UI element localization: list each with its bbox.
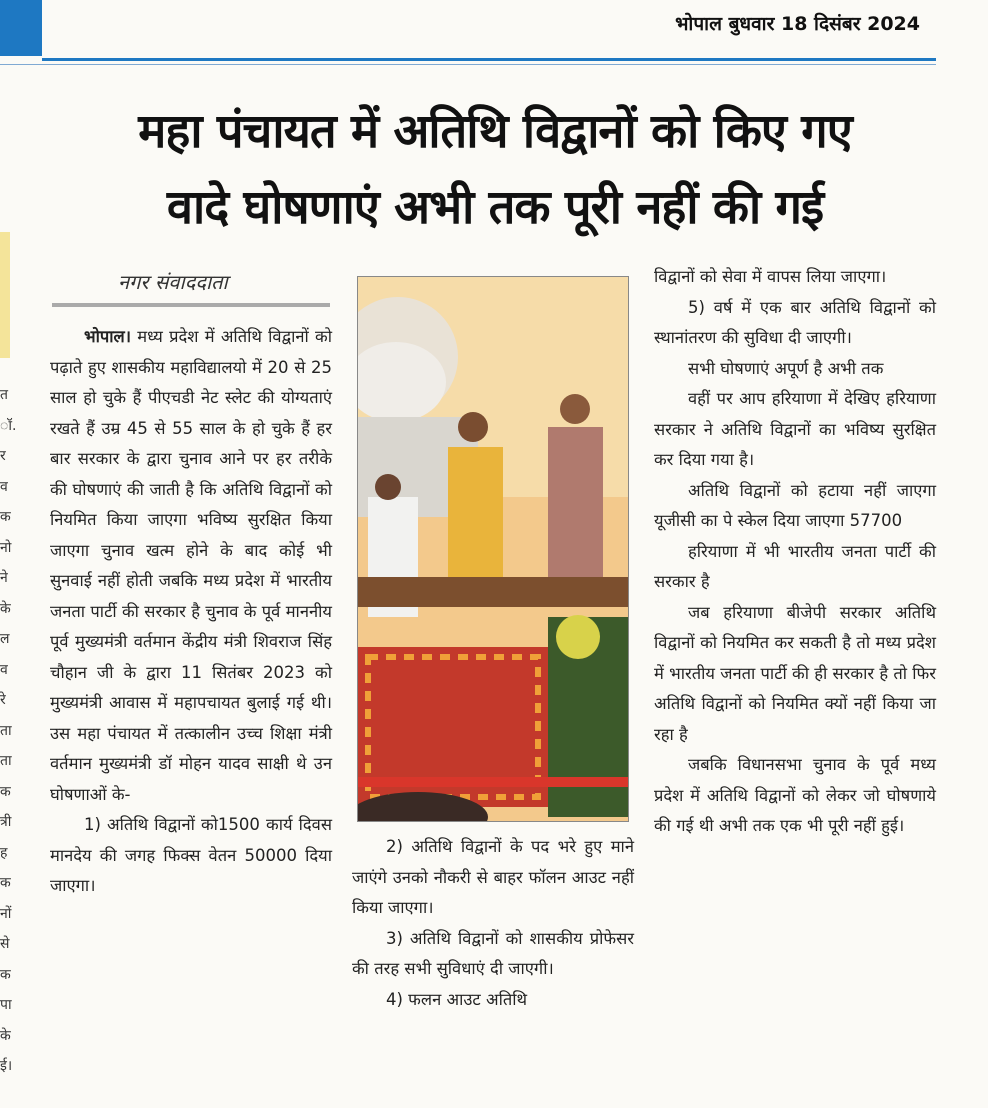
edge-fragment: नो	[0, 539, 12, 556]
edge-fragment: क	[0, 509, 11, 525]
column-3-continuation: विद्वानों को सेवा में वापस लिया जाएगा।	[654, 267, 887, 286]
edge-fragment: के	[0, 600, 11, 617]
edge-fragment: त्री	[0, 814, 12, 830]
point-5: 5) वर्ष में एक बार अतिथि विद्वानों को स्थानांतरण की सुविधा दी जाएगी।	[654, 297, 936, 347]
paragraph-final: जबकि विधानसभा चुनाव के पूर्व मध्य प्रदेश में अतिथि विद्वानों को लेकर जो घोषणाये की गई थी अभी तक एक भी पूरी नहीं हुई।	[654, 755, 936, 835]
edge-fragment: ॉ.	[0, 417, 17, 434]
paragraph-question: जब हरियाणा बीजेपी सरकार अतिथि विद्वानों को नियमित कर सकती है तो मध्य प्रदेश में भारतीय जनता पार्टी की ही सरकार है तो फिर अतिथि विद्वानों को नियमित क्यों नहीं किया जा रहा है	[654, 602, 937, 744]
event-photo	[357, 276, 629, 822]
headline-line-2: वादे घोषणाएं अभी तक पूरी नहीं की गई	[166, 180, 824, 235]
dateline: भोपाल बुधवार 18 दिसंबर 2024	[675, 13, 920, 35]
byline-rule	[52, 303, 330, 307]
intro-text: मध्य प्रदेश में अतिथि विद्वानों को पढ़ाते हुए शासकीय महाविद्यालयो में 20 से 25 साल हो चुके हैं पीएचडी नेट स्लेट की योग्यताएं रखते हैं उम्र 45 से 55 साल के हो चुके हैं हर बार सरकार के द्वारा चुनाव आने पर हर तरीके की घोषणाएं की जाती है कि अतिथि विद्वानों को नियमित किया जाएगा भविष्य सुरक्षित किया जाएगा चुनाव खत्म होने के बाद कोई भी सुनवाई नहीं होती जबकि मध्य प्रदेश में भारतीय जनता पार्टी की सरकार है चुनाव के पूर्व माननीय पूर्व मुख्यमंत्री वर्तमान केंद्रीय मंत्री शिवराज सिंह चौहान जी के द्वारा 11 सितंबर 2023 को मुख्यमंत्री आवास में महापचायत बुलाई गई थी। उस महा पंचायत में तत्कालीन उच्च शिक्षा मंत्री वर्तमान मुख्यमंत्री डॉ मोहन यादव साक्षी थे उन घोषणाओं के-	[50, 327, 332, 804]
point-4: 4) फलन आउट अतिथि	[386, 989, 528, 1009]
masthead-rule	[42, 58, 936, 61]
edge-fragment: ता	[0, 722, 12, 739]
edge-fragment: व	[0, 661, 8, 678]
edge-fragment: ने	[0, 570, 8, 586]
point-3: 3) अतिथि विद्वानों को शासकीय प्रोफेसर की तरह सभी सुविधाएं दी जाएगी।	[352, 928, 634, 978]
point-1: 1) अतिथि विद्वानों को1500 कार्य दिवस मानदेय की जगह फिक्स वेतन 50000 दिया जाएगा।	[50, 815, 332, 895]
edge-fragment: ल	[0, 631, 10, 647]
article-column-2	[352, 832, 634, 1015]
edge-fragment: व	[0, 478, 8, 495]
edge-fragment: क	[0, 783, 11, 800]
paragraph-incomplete: सभी घोषणाएं अपूर्ण है अभी तक	[688, 358, 884, 378]
adjacent-article-highlight	[0, 232, 10, 358]
edge-fragment: ह	[0, 844, 8, 861]
headline-line-1: महा पंचायत में अतिथि विद्वानों को किए गए	[138, 104, 852, 159]
paragraph-haryana: वहीं पर आप हरियाणा में देखिए हरियाणा सरकार ने अतिथि विद्वानों का भविष्य सुरक्षित कर दिया गया है।	[654, 389, 936, 469]
masthead-accent-block	[0, 0, 42, 56]
byline: नगर संवाददाता	[118, 270, 228, 294]
edge-fragment: क	[0, 875, 11, 891]
edge-fragment: क	[0, 966, 11, 983]
edge-fragment: के	[0, 1027, 11, 1044]
masthead-rule-thin	[0, 64, 936, 65]
edge-fragment: ता	[0, 753, 12, 769]
paragraph-bjp: हरियाणा में भी भारतीय जनता पार्टी की सरकार है	[654, 541, 936, 591]
photo-illustration	[358, 277, 628, 821]
adjacent-article-edge	[0, 380, 18, 1082]
point-2: 2) अतिथि विद्वानों के पद भरे हुए माने जाएंगे उनको नौकरी से बाहर फॉलन आउट नहीं किया जाएगा।	[352, 837, 634, 917]
edge-fragment: से	[0, 936, 10, 952]
edge-fragment: रे	[0, 692, 6, 708]
edge-fragment: त	[0, 387, 8, 403]
article-column-1	[50, 322, 332, 902]
edge-fragment: पा	[0, 997, 12, 1013]
lead-word: भोपाल।	[84, 327, 131, 346]
edge-fragment: र	[0, 448, 6, 464]
paragraph-not-removed: अतिथि विद्वानों को हटाया नहीं जाएगा यूजीसी का पे स्केल दिया जाएगा 57700	[654, 480, 936, 530]
edge-fragment: ई।	[0, 1058, 13, 1074]
article-column-3	[654, 262, 936, 842]
edge-fragment: नों	[0, 905, 12, 922]
